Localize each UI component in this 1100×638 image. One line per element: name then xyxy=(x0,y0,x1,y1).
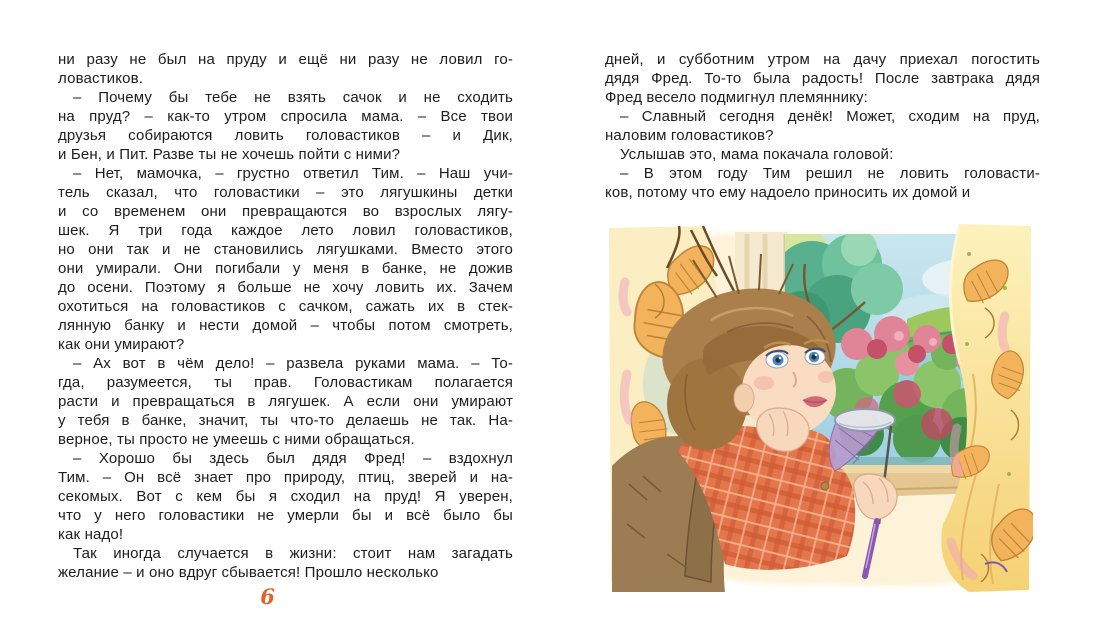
illustration-canvas xyxy=(607,224,1033,594)
right-page-text-column xyxy=(605,50,1040,202)
text-line: ков, потому что ему надоело приносить их домой и xyxy=(605,184,971,201)
page-number: 6 xyxy=(260,584,275,609)
text-line: – Ах вот в чём дело! – развела руками мама. – То- xyxy=(73,355,513,372)
text-line: что у него головастики не умерли бы и всё было бы xyxy=(58,507,513,524)
text-line: наловим головастиков? xyxy=(605,127,774,144)
text-line: и Бен, и Пит. Разве ты не хочешь пойти с ними? xyxy=(58,146,401,163)
text-line: Так иногда случается в жизни: стоит нам загадать xyxy=(73,545,513,562)
text-line: желание – и оно вдруг сбывается! Прошло несколько xyxy=(58,564,439,581)
text-line: – Хорошо бы здесь был дядя Фред! – вздохнул xyxy=(73,450,513,467)
text-line: верное, ты просто не умеешь с ними обращаться. xyxy=(58,431,415,448)
text-line: гда, разумеется, ты прав. Головастикам полагается xyxy=(58,374,513,391)
text-line: и со временем они превращаются во взрослых лягу- xyxy=(58,203,513,220)
text-line: дней, и субботним утром на дачу приехал погостить xyxy=(605,51,1040,68)
text-line: но они так и не становились лягушками. Вместо этого xyxy=(58,241,513,258)
text-line: друзья собираются ловить головастиков – и Дик, xyxy=(58,127,513,144)
text-line: шек. Я три года каждое лето ловил головастиков, xyxy=(58,222,513,239)
text-line: дядя Фред. То-то была радость! После завтрака дядя xyxy=(605,70,1040,87)
text-line: на пруд? – как-то утром спросила мама. – Все твои xyxy=(58,108,513,125)
text-line: тель сказал, что головастики – это лягушкины детки xyxy=(58,184,513,201)
eye-right xyxy=(805,349,825,365)
text-line: как они умирают? xyxy=(58,336,185,353)
text-line: секомых. Вот с кем бы я сходил на пруд! Я уверен, xyxy=(58,488,513,505)
watercolor-illustration xyxy=(607,224,1033,594)
text-line: – Почему бы тебе не взять сачок и не сходить xyxy=(73,89,513,106)
text-line: Тим. – Он всё знает про природу, птиц, зверей и на- xyxy=(58,469,513,486)
text-line: Фред весело подмигнул племяннику: xyxy=(605,89,868,106)
text-line: Услышав это, мама покачала головой: xyxy=(620,146,894,163)
text-line: они умирали. Они погибали у меня в банке, не дожив xyxy=(58,260,513,277)
left-page-text-column xyxy=(58,50,513,582)
text-line: охотиться на головастиков с сачком, сажать их в стек- xyxy=(58,298,513,315)
text-line: лянную банку и нести домой – чтобы потом смотреть, xyxy=(58,317,513,334)
text-line: – В этом году Тим решил не ловить головасти- xyxy=(620,165,1040,182)
text-line: как надо! xyxy=(58,526,124,543)
text-line: – Славный сегодня денёк! Может, сходим на пруд, xyxy=(620,108,1040,125)
text-line: у тебя в банке, значит, ты что-то делаешь не так. На- xyxy=(58,412,513,429)
text-line: до осени. Поэтому я больше не хочу ловить их. Зачем xyxy=(58,279,513,296)
text-line: ни разу не был на пруду и ещё ни разу не ловил го- xyxy=(58,51,513,68)
text-line: – Нет, мамочка, – грустно ответил Тим. – Наш учи- xyxy=(73,165,513,182)
text-line: расти и превращаться в лягушек. А если они умирают xyxy=(58,393,513,410)
cheek-blush xyxy=(754,376,774,390)
text-line: ловастиков. xyxy=(58,70,144,87)
